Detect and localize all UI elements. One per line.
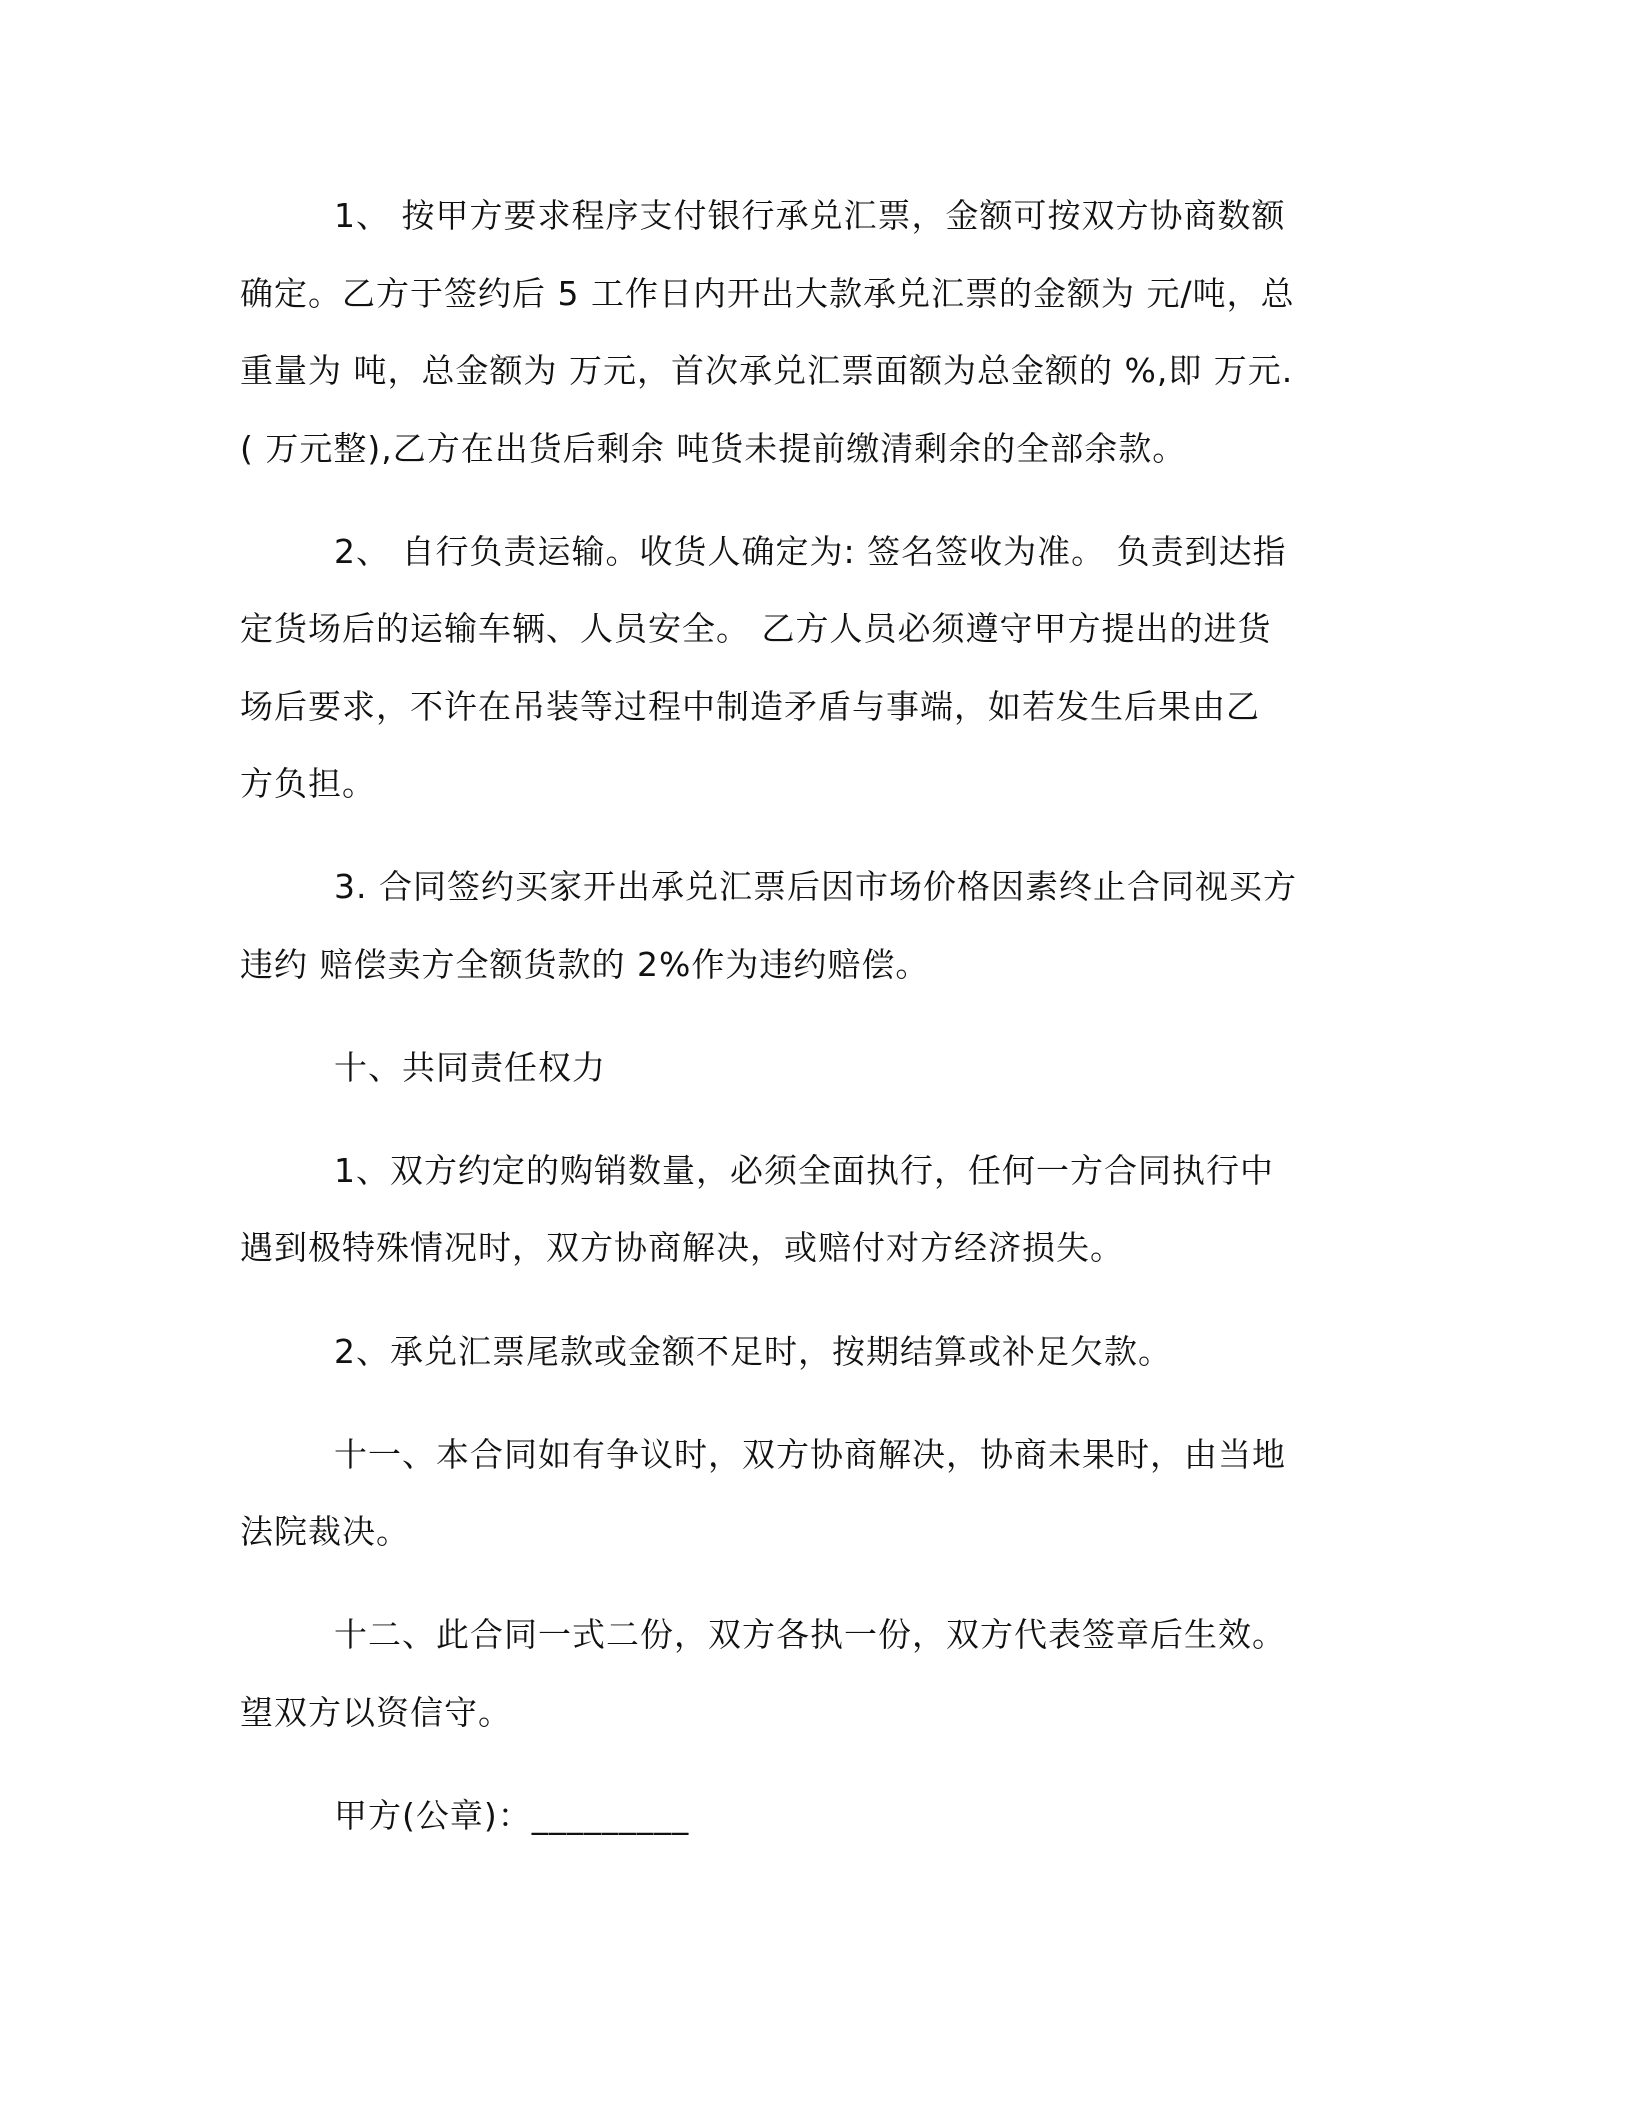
section-heading-shared-responsibility: 十、共同责任权力 [334,1048,606,1087]
paragraph-1-line-2: 确定。乙方于签约后 5 工作日内开出大款承兑汇票的金额为 元/吨，总 [240,274,1295,313]
paragraph-1-line-4: ( 万元整),乙方在出货后剩余 吨货未提前缴清剩余的全部余款。 [240,429,1187,468]
paragraph-5-line-1: 1、双方约定的购销数量，必须全面执行，任何一方合同执行中 [334,1151,1274,1190]
paragraph-8-line-1: 十二、此合同一式二份，双方各执一份，双方代表签章后生效。 [334,1615,1286,1654]
paragraph-5-line-2: 遇到极特殊情况时，双方协商解决，或赔付对方经济损失。 [240,1228,1124,1267]
paragraph-2-line-4: 方负担。 [240,764,376,803]
paragraph-2-line-1: 2、 自行负责运输。收货人确定为: 签名签收为准。 负责到达指 [334,532,1287,571]
party-a-seal-line: 甲方(公章)：_________ [334,1796,690,1835]
paragraph-7-line-1: 十一、本合同如有争议时，双方协商解决，协商未果时，由当地 [334,1435,1286,1474]
paragraph-1-line-3: 重量为 吨，总金额为 万元，首次承兑汇票面额为总金额的 %,即 万元. [240,351,1294,390]
paragraph-2-line-2: 定货场后的运输车辆、人员安全。 乙方人员必须遵守甲方提出的进货 [240,609,1272,648]
paragraph-8-line-2: 望双方以资信守。 [240,1693,512,1732]
paragraph-1-line-1: 1、 按甲方要求程序支付银行承兑汇票，金额可按双方协商数额 [334,196,1286,235]
paragraph-7-line-2: 法院裁决。 [240,1512,410,1551]
paragraph-6-line-1: 2、承兑汇票尾款或金额不足时，按期结算或补足欠款。 [334,1332,1172,1371]
paragraph-3-line-2: 违约 赔偿卖方全额货款的 2%作为违约赔偿。 [240,945,930,984]
paragraph-2-line-3: 场后要求，不许在吊装等过程中制造矛盾与事端，如若发生后果由乙 [240,687,1260,726]
paragraph-3-line-1: 3. 合同签约买家开出承兑汇票后因市场价格因素终止合同视买方 [334,867,1297,906]
